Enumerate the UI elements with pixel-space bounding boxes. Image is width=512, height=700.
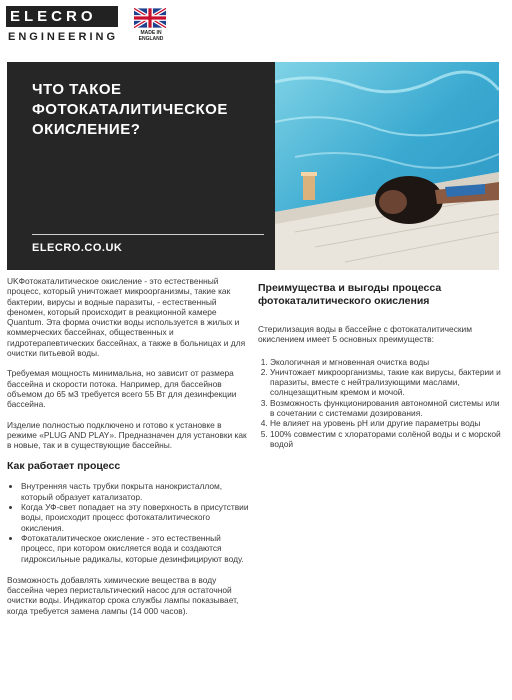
brand-logo	[6, 6, 118, 44]
made-in-england-label: MADE IN ENGLAND	[138, 30, 164, 42]
logo-subname: ENGINEERING	[8, 31, 119, 43]
hero-title: ЧТО ТАКОЕ ФОТОКАТАЛИТИЧЕСКОЕ ОКИСЛЕНИЕ?	[32, 81, 228, 138]
list-item: 3. Возможность функционирования автономной системы или в сочетании с системами дозирования.	[270, 398, 504, 419]
list-item: • Когда УФ-свет попадает на эту поверхность в присутствии воды, происходит процесс фотокаталитического окисления.	[21, 502, 251, 533]
logo-name: ELECRO	[6, 6, 118, 27]
hero-banner	[7, 62, 499, 270]
intro-paragraph: UKФотокаталитическое окисление - это естественный процесс, который уничтожает микроорганизмы, такие как бактерии, вирусы и водные паразиты, - естественный феномен, который происходит в реакционной камере Quantum. Эта форма очистки воды используется в жилых и коммерческих бассейнах, общественных и гидротерапевтических бассейнах, а также в больницах и для очистки питьевой воды.	[7, 276, 246, 359]
right-column	[258, 282, 504, 449]
dosing-paragraph: Возможность добавлять химические вещества в воду бассейна через перистальтический насос для остаточной очистки воды. Индикатор срока службы лампы показывает, когда требуется замена лампы (14 000 часов).	[7, 574, 239, 616]
benefits-heading: Преимущества и выгоды процесса фотокаталитического окисления	[258, 282, 442, 307]
left-column	[7, 276, 251, 626]
list-item: 2. Уничтожает микроорганизмы, такие как вирусы, бактерии и паразиты, вместе с нейтрализующими маслами, солнцезащитным кремом и мочой.	[270, 367, 504, 398]
hero-panel	[7, 62, 275, 270]
hero-url: ELECRO.CO.UK	[32, 242, 123, 254]
list-item: 5. 100% совместим с хлораторами солёной воды и с морской водой	[270, 429, 504, 450]
uk-flag-icon	[134, 8, 166, 28]
list-item: • Внутренняя часть трубки покрыта нанокристаллом, который образует катализатор.	[21, 481, 251, 502]
process-heading: Как работает процесс	[7, 460, 121, 473]
install-paragraph: Изделие полностью подключено и готово к установке в режиме «PLUG AND PLAY». Предназначен для установки как в новые, так и в существующие бассейны.	[7, 419, 247, 451]
process-list	[7, 481, 251, 563]
benefits-list	[258, 357, 504, 450]
list-item: 1. Экологичная и мгновенная очистка воды	[270, 357, 504, 367]
power-paragraph: Требуемая мощность минимальна, но зависит от размера бассейна и скорости потока. Например, для бассейнов объемом до 65 м3 требуется всего 55 Вт для дезинфекции бассейна.	[7, 368, 237, 410]
pool-photo-icon	[275, 62, 499, 270]
hero-divider	[32, 234, 264, 235]
list-item: • Фотокаталитическое окисление - это естественный процесс, при котором окисляется вода и создаются гидроксильные радикалы, которые дезинфицируют воду.	[21, 533, 251, 564]
list-item: 4. Не влияет на уровень pH или другие параметры воды	[270, 418, 504, 428]
benefits-intro: Стерилизация воды в бассейне с фотокаталитическим окислением имеет 5 основных преимуществ:	[258, 324, 472, 345]
